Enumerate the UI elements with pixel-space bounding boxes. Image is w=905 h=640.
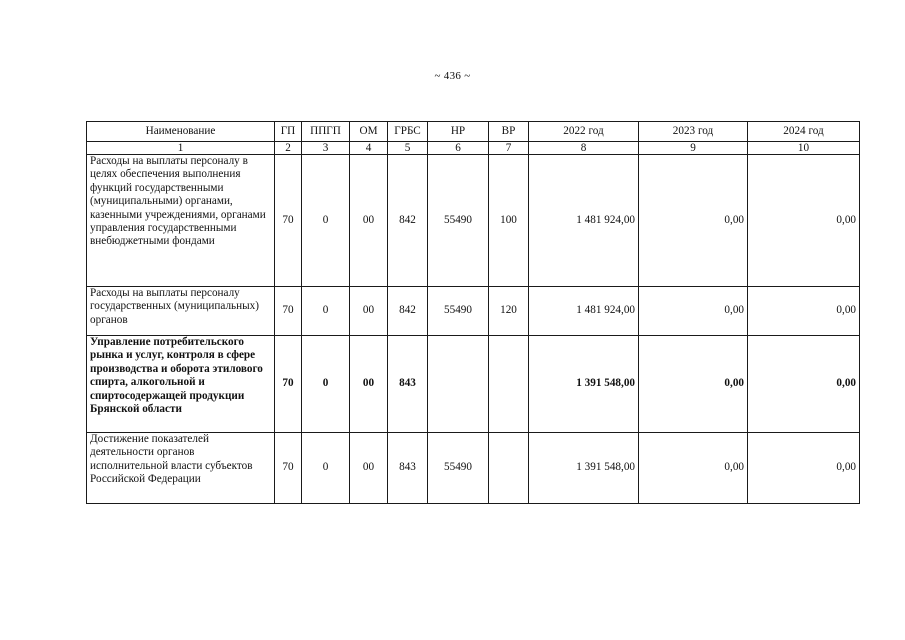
column-index: 1 <box>87 142 275 155</box>
cell-ppgp: 0 <box>302 336 350 433</box>
column-index: 10 <box>748 142 860 155</box>
row-name: Расходы на выплаты персоналу государственных (муниципальных) органов <box>87 287 275 336</box>
cell-om: 00 <box>350 336 388 433</box>
cell-2022: 1 481 924,00 <box>529 155 639 287</box>
cell-2023: 0,00 <box>639 155 748 287</box>
cell-2024: 0,00 <box>748 287 860 336</box>
column-index: 5 <box>388 142 428 155</box>
header-name: Наименование <box>87 122 275 142</box>
cell-ppgp: 0 <box>302 433 350 504</box>
cell-grbs: 842 <box>388 287 428 336</box>
cell-om: 00 <box>350 287 388 336</box>
cell-grbs: 843 <box>388 336 428 433</box>
cell-2023: 0,00 <box>639 287 748 336</box>
column-index: 9 <box>639 142 748 155</box>
header-vr: ВР <box>489 122 529 142</box>
header-gp: ГП <box>275 122 302 142</box>
cell-nr: 55490 <box>428 287 489 336</box>
column-index: 8 <box>529 142 639 155</box>
cell-nr: 55490 <box>428 433 489 504</box>
column-index: 2 <box>275 142 302 155</box>
row-name: Достижение показателей деятельности органов исполнительной власти субъектов Российской Федерации <box>87 433 275 504</box>
budget-table <box>86 121 860 504</box>
cell-2023: 0,00 <box>639 433 748 504</box>
cell-2024: 0,00 <box>748 155 860 287</box>
column-index: 7 <box>489 142 529 155</box>
cell-grbs: 843 <box>388 433 428 504</box>
table-row <box>87 155 860 287</box>
header-row <box>87 122 860 142</box>
cell-vr: 120 <box>489 287 529 336</box>
row-name: Расходы на выплаты персоналу в целях обеспечения выполнения функций государственными (муниципальными) органами, казенными учреждениями, органами управления государственными внебюджетными фондами <box>87 155 275 287</box>
page-number: ~ 436 ~ <box>434 70 471 82</box>
table-row <box>87 287 860 336</box>
cell-ppgp: 0 <box>302 287 350 336</box>
header-2022: 2022 год <box>529 122 639 142</box>
cell-2024: 0,00 <box>748 433 860 504</box>
cell-2022: 1 481 924,00 <box>529 287 639 336</box>
cell-om: 00 <box>350 155 388 287</box>
cell-gp: 70 <box>275 287 302 336</box>
cell-gp: 70 <box>275 433 302 504</box>
column-index: 4 <box>350 142 388 155</box>
cell-2022: 1 391 548,00 <box>529 433 639 504</box>
header-grbs: ГРБС <box>388 122 428 142</box>
row-name: Управление потребительского рынка и услуг, контроля в сфере производства и оборота этилового спирта, алкогольной и спиртосодержащей продукции Брянской области <box>87 336 275 433</box>
cell-2022: 1 391 548,00 <box>529 336 639 433</box>
column-index-row <box>87 142 860 155</box>
cell-2023: 0,00 <box>639 336 748 433</box>
cell-2024: 0,00 <box>748 336 860 433</box>
cell-gp: 70 <box>275 155 302 287</box>
header-nr: НР <box>428 122 489 142</box>
cell-om: 00 <box>350 433 388 504</box>
header-ppgp: ППГП <box>302 122 350 142</box>
cell-nr <box>428 336 489 433</box>
column-index: 3 <box>302 142 350 155</box>
cell-gp: 70 <box>275 336 302 433</box>
cell-vr <box>489 433 529 504</box>
cell-grbs: 842 <box>388 155 428 287</box>
header-2024: 2024 год <box>748 122 860 142</box>
header-om: ОМ <box>350 122 388 142</box>
cell-ppgp: 0 <box>302 155 350 287</box>
table-row <box>87 433 860 504</box>
header-2023: 2023 год <box>639 122 748 142</box>
table-row <box>87 336 860 433</box>
cell-vr <box>489 336 529 433</box>
cell-nr: 55490 <box>428 155 489 287</box>
column-index: 6 <box>428 142 489 155</box>
cell-vr: 100 <box>489 155 529 287</box>
